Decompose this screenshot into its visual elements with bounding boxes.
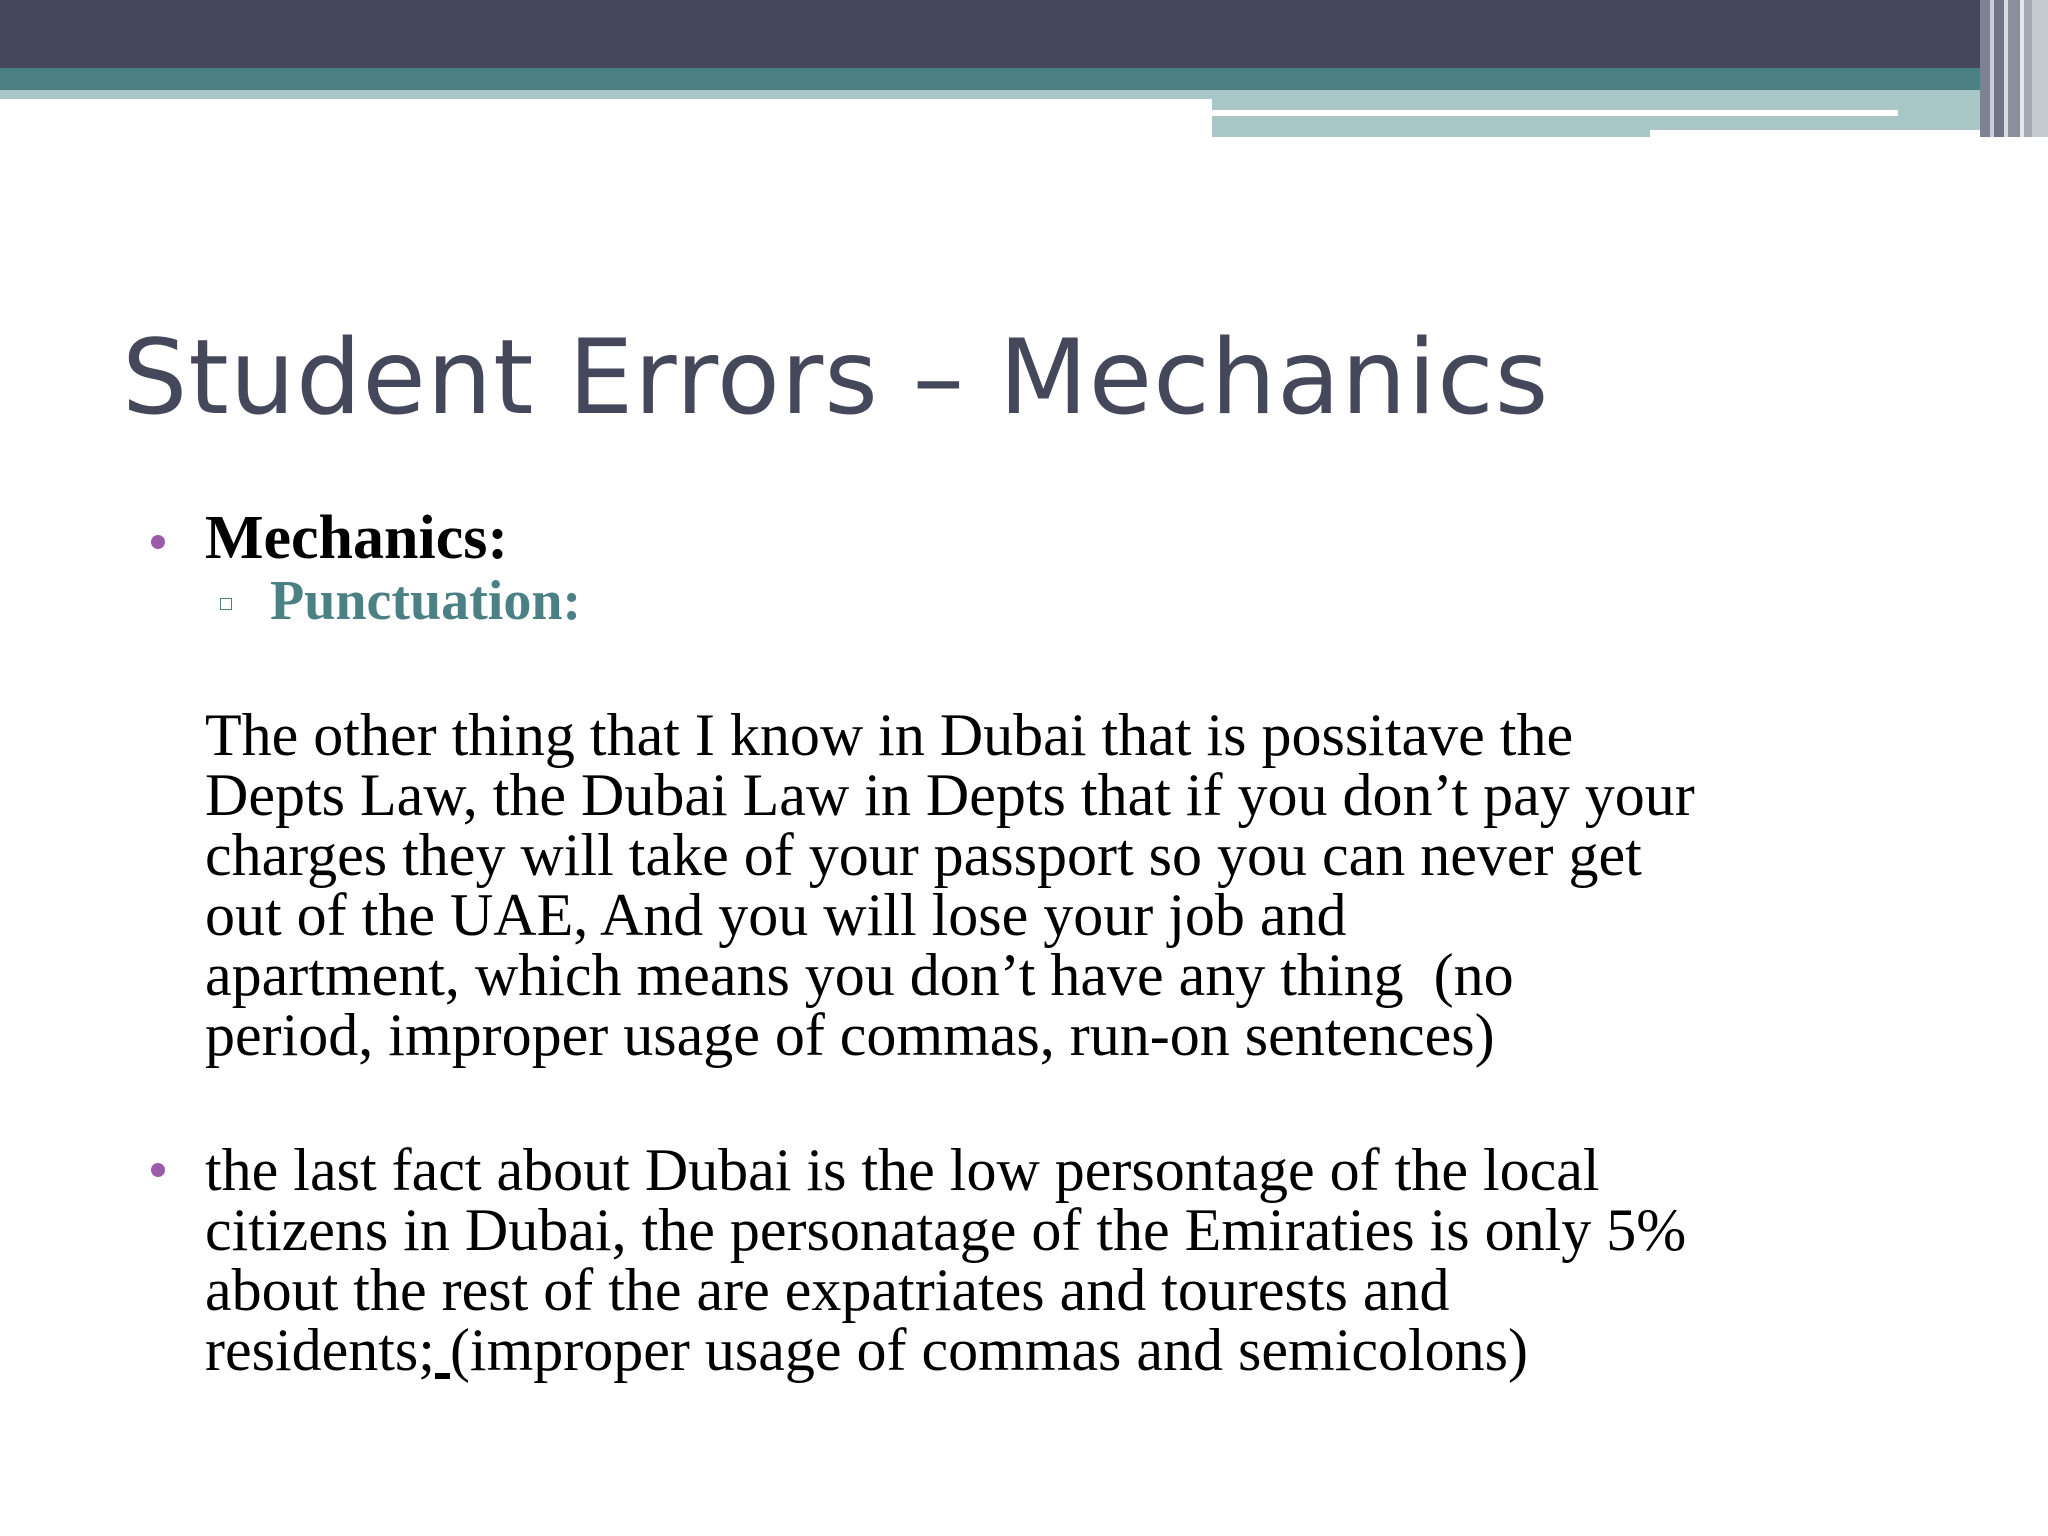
underlined-semicolon: ; — [418, 1317, 450, 1383]
sub-bullet-square-icon — [220, 598, 232, 610]
bullet-2-paragraph — [205, 1137, 2005, 1383]
header-vertical-stripe — [2024, 0, 2032, 137]
example-line: period, improper usage of commas, run-on sentences) — [205, 1002, 1495, 1068]
header-vertical-stripe — [2008, 0, 2020, 137]
example-line: out of the UAE, And you will lose your job and — [205, 882, 1347, 948]
underlined-comma: , — [462, 762, 478, 828]
header-band-dark — [0, 0, 2048, 68]
header-white-line-1 — [1212, 110, 1898, 116]
example-line: charges they will take of your passport so you can never get — [205, 822, 1642, 888]
underlined-comma: , — [611, 1197, 627, 1263]
example-line: The other thing that I know in Dubai that is possitave the — [205, 702, 1574, 768]
example-line: apartment, which means you don’t have any thing (no — [205, 942, 1514, 1008]
bullet-2-line: the last fact about Dubai is the low persontage of the local — [205, 1137, 1600, 1203]
header-vertical-stripe — [1994, 0, 2004, 137]
example-line: Depts Law, the Dubai Law in Depts that if you don’t pay your — [205, 762, 1695, 828]
example-paragraph — [205, 702, 2005, 1068]
bullet-dot-icon — [151, 535, 165, 549]
bullet-2-line: about the rest of the are expatriates and tourests and — [205, 1257, 1450, 1323]
bullet-2-line: residents; (improper usage of commas and semicolons) — [205, 1317, 1528, 1383]
header-band-light-left — [0, 90, 1212, 99]
header-vertical-stripe — [1980, 0, 1990, 137]
header-white-line-2 — [1650, 130, 1980, 137]
bullet-heading-mechanics: Mechanics: — [205, 504, 509, 572]
sub-bullet-heading-punctuation: Punctuation: — [270, 570, 582, 632]
underlined-comma: , — [573, 882, 589, 948]
slide-title: Student Errors – Mechanics — [122, 318, 1550, 438]
bullet-dot-icon — [151, 1163, 165, 1177]
header-band-teal — [0, 68, 1980, 90]
header-vertical-stripe — [2032, 0, 2048, 137]
bullet-2-line: citizens in Dubai, the personatage of the Emiraties is only 5% — [205, 1197, 1687, 1263]
